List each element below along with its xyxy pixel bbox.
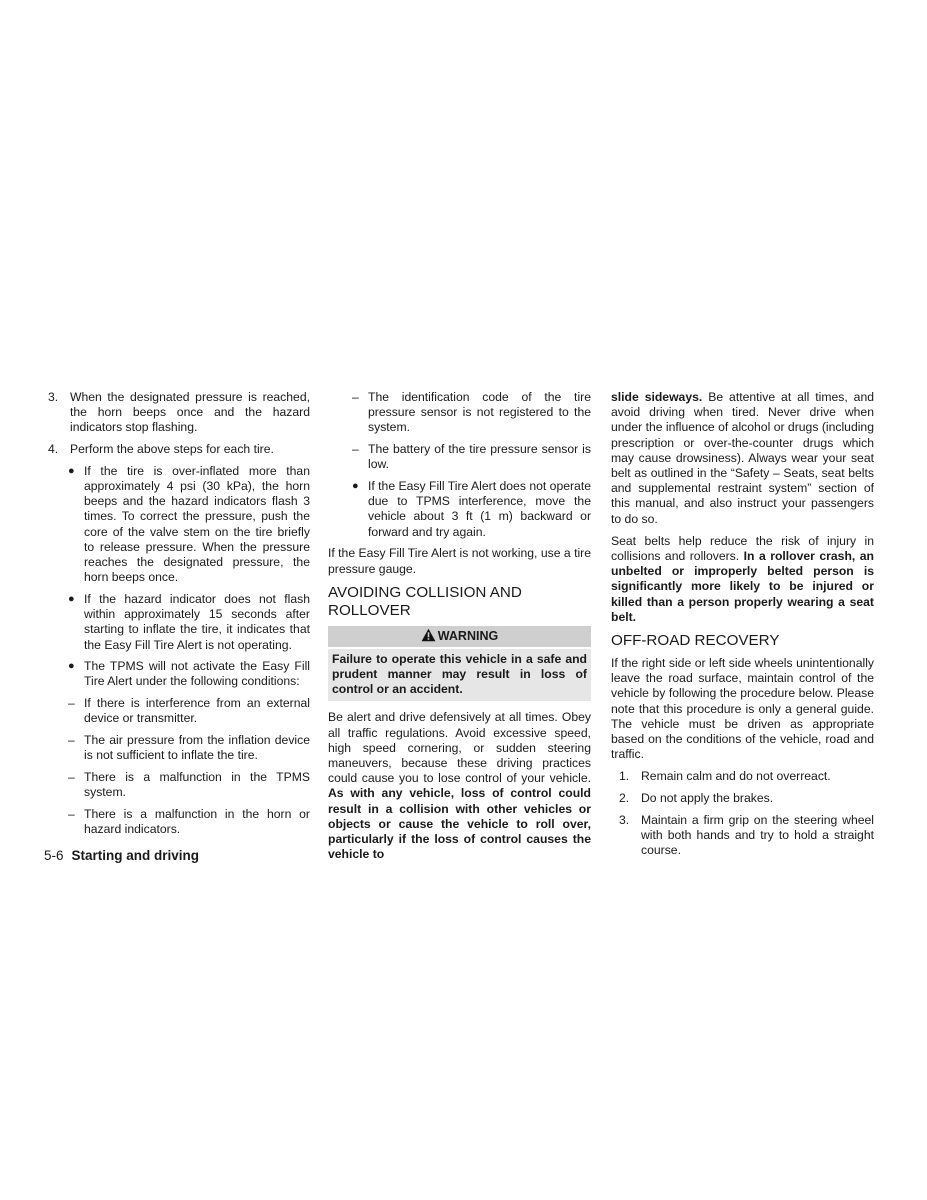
- paragraph: If the Easy Fill Tire Alert is not working, use a tire pressure gauge.: [328, 546, 591, 576]
- column-2: [328, 390, 591, 862]
- paragraph-text: Be attentive at all times, and avoid driving when tired. Never drive when under the influence of alcohol or drugs (including prescription or over-the-counter drugs which may cause drowsiness). Always wear your seat belt as outlined in the “Safety – Seats, seat belts and supplemental restraint system” section of this manual, and also instruct your passengers to do so.: [611, 390, 875, 526]
- dash-text: The battery of the tire pressure sensor is low.: [368, 442, 591, 472]
- step-text: When the designated pressure is reached, the horn beeps once and the hazard indicators stop flashing.: [70, 390, 310, 435]
- column-1: [48, 390, 310, 844]
- dash-icon: –: [68, 733, 75, 748]
- bullet-text: If the tire is over-inflated more than approximately 4 psi (30 kPa), the horn beeps and the hazard indicators flash 3 times. To correct the pressure, push the core of the valve stem on the tire briefly to release pressure. When the pressure reaches the designated pressure, the horn beeps once.: [84, 463, 310, 585]
- dash-item: [68, 733, 310, 763]
- dash-item: [68, 696, 310, 726]
- section-heading: AVOIDING COLLISION AND ROLLOVER: [328, 583, 522, 619]
- bullet-item: [68, 592, 310, 653]
- page-footer: [44, 848, 199, 864]
- paragraph-bold-text: In a rollover crash, an unbelted or improperly belted person is significantly more likely to be injured or killed than a person properly wearing a seat belt.: [611, 549, 874, 624]
- dash-item: [352, 390, 591, 436]
- bullet-item: [68, 659, 310, 689]
- column-3: [611, 390, 874, 865]
- paragraph: If the right side or left side wheels unintentionally leave the road surface, maintain control of the vehicle by following the procedure below. Please note that this procedure is only a general guide. The vehicle must be driven as appropriate based on the conditions of the vehicle, road and traffic.: [611, 656, 874, 762]
- step-text: Perform the above steps for each tire.: [70, 442, 274, 457]
- step-number: 4.: [48, 442, 59, 457]
- step-text: Maintain a firm grip on the steering wheel with both hands and try to hold a straight course.: [641, 812, 874, 858]
- bullet-icon: ●: [68, 464, 75, 477]
- section-heading: OFF-ROAD RECOVERY: [611, 632, 780, 650]
- step-number: 2.: [619, 791, 630, 806]
- dash-text: The air pressure from the inflation device is not sufficient to inflate the tire.: [84, 733, 310, 763]
- dash-item: [352, 442, 591, 472]
- step-number: 3.: [48, 390, 59, 404]
- dash-text: The identification code of the tire pressure sensor is not registered to the system.: [368, 390, 591, 435]
- step-3: [48, 390, 310, 436]
- bullet-text: If the hazard indicator does not flash within approximately 15 seconds after starting to inflate the tire, it indicates that the Easy Fill Tire Alert is not operating.: [84, 591, 310, 652]
- dash-icon: –: [68, 696, 75, 711]
- warning-header: [328, 626, 591, 647]
- paragraph: [611, 390, 874, 527]
- page-number: 5-6: [44, 848, 64, 863]
- bullet-text: If the Easy Fill Tire Alert does not operate due to TPMS interference, move the vehicle about 3 ft (1 m) backward or forward and try again.: [368, 479, 591, 539]
- dash-icon: –: [68, 806, 75, 821]
- warning-text: Failure to operate this vehicle in a safe and prudent manner may result in loss of control or an accident.: [328, 649, 591, 702]
- step-text: Do not apply the brakes.: [641, 791, 774, 806]
- dash-text: There is a malfunction in the horn or hazard indicators.: [84, 806, 310, 837]
- paragraph: [611, 534, 874, 625]
- paragraph-text: Seat belts help reduce the risk of injury in collisions and rollovers.: [611, 533, 874, 564]
- section-title: Starting and driving: [71, 848, 200, 863]
- step-text: Remain calm and do not overreact.: [641, 769, 831, 784]
- dash-icon: –: [68, 769, 75, 784]
- paragraph: [328, 710, 591, 862]
- dash-text: If there is interference from an external device or transmitter.: [84, 696, 310, 726]
- paragraph-bold-text: slide sideways.: [611, 390, 703, 404]
- step-1: [619, 769, 874, 784]
- dash-item: [68, 770, 310, 800]
- bullet-icon: ●: [352, 480, 359, 493]
- dash-item: [68, 807, 310, 837]
- step-number: 3.: [619, 812, 630, 827]
- bullet-icon: ●: [68, 660, 75, 673]
- dash-icon: –: [352, 442, 359, 457]
- bullet-item: [352, 479, 591, 540]
- warning-label: WARNING: [437, 628, 499, 643]
- step-3: [619, 813, 874, 859]
- dash-icon: –: [352, 390, 359, 404]
- bullet-item: [68, 464, 310, 586]
- dash-text: There is a malfunction in the TPMS system.: [84, 769, 310, 800]
- paragraph-text: Be alert and drive defensively at all times. Obey all traffic regulations. Avoid excessive speed, high speed cornering, or sudden steering maneuvers, because these driving practices could cause you to lose control of your vehicle.: [328, 710, 591, 786]
- step-number: 1.: [619, 769, 630, 784]
- warning-triangle-icon: [421, 628, 436, 642]
- paragraph-bold-text: As with any vehicle, loss of control could result in a collision with other vehicles or objects or cause the vehicle to roll over, particularly if the loss of control causes the vehicle to: [328, 786, 591, 862]
- step-2: [619, 791, 874, 806]
- bullet-text: The TPMS will not activate the Easy Fill Tire Alert under the following conditions:: [84, 659, 310, 689]
- step-4: [48, 442, 310, 457]
- bullet-icon: ●: [68, 592, 75, 605]
